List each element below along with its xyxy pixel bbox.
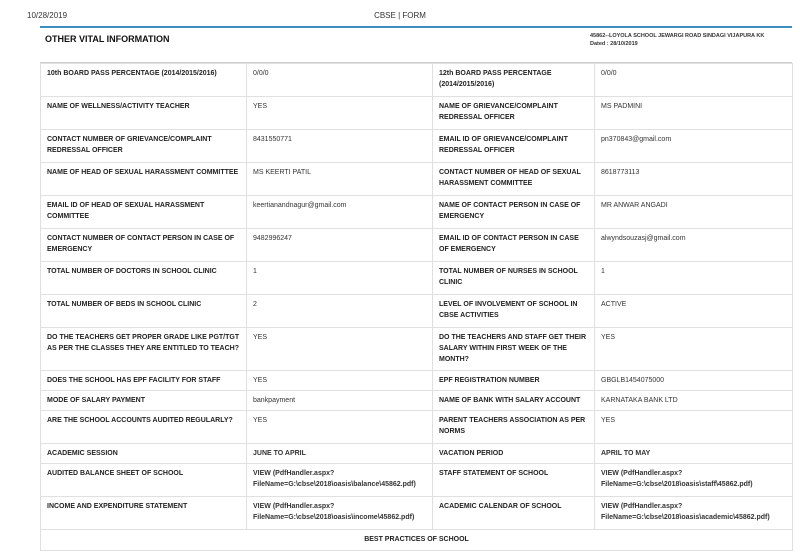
field-value: VIEW (PdfHandler.aspx?FileName=G:\cbse\2018\oasis\staff\45862.pdf)	[595, 464, 793, 497]
table-row	[41, 97, 793, 130]
field-value: VIEW (PdfHandler.aspx?FileName=G:\cbse\2018\oasis\balance\45862.pdf)	[247, 464, 433, 497]
field-value: YES	[247, 411, 433, 444]
table-row	[41, 444, 793, 464]
field-value: KARNATAKA BANK LTD	[595, 391, 793, 411]
school-info	[590, 32, 790, 48]
field-value: 1	[595, 262, 793, 295]
field-label: EMAIL ID OF CONTACT PERSON IN CASE OF EMERGENCY	[433, 229, 595, 262]
field-label: TOTAL NUMBER OF DOCTORS IN SCHOOL CLINIC	[41, 262, 247, 295]
field-label: 12th BOARD PASS PERCENTAGE (2014/2015/2016)	[433, 64, 595, 97]
field-value: alwyndsouzasj@gmail.com	[595, 229, 793, 262]
section-header	[40, 28, 792, 63]
field-value: YES	[247, 371, 433, 391]
field-value: YES	[595, 411, 793, 444]
print-date: 10/28/2019	[27, 11, 68, 20]
field-value: keertianandnagur@gmail.com	[247, 196, 433, 229]
field-value: GBGLB1454075000	[595, 371, 793, 391]
field-label: EMAIL ID OF GRIEVANCE/COMPLAINT REDRESSAL OFFICER	[433, 130, 595, 163]
field-value: MR ANWAR ANGADI	[595, 196, 793, 229]
field-label: MODE OF SALARY PAYMENT	[41, 391, 247, 411]
field-value: 1	[247, 262, 433, 295]
field-label: NAME OF HEAD OF SEXUAL HARASSMENT COMMITTEE	[41, 163, 247, 196]
field-label: INCOME AND EXPENDITURE STATEMENT	[41, 497, 247, 530]
form-sheet	[40, 26, 792, 551]
best-practices-heading: BEST PRACTICES OF SCHOOL	[41, 530, 793, 551]
field-label: NAME OF BANK WITH SALARY ACCOUNT	[433, 391, 595, 411]
field-label: ARE THE SCHOOL ACCOUNTS AUDITED REGULARLY?	[41, 411, 247, 444]
school-name-line: 45862--LOYOLA SCHOOL JEWARGI ROAD SINDAGI VIJAPURA KK	[590, 33, 765, 39]
field-label: AUDITED BALANCE SHEET OF SCHOOL	[41, 464, 247, 497]
table-row	[41, 163, 793, 196]
print-title: CBSE | FORM	[374, 11, 426, 20]
table-row	[41, 371, 793, 391]
table-row	[41, 464, 793, 497]
field-value: 8618773113	[595, 163, 793, 196]
table-row	[41, 411, 793, 444]
section-title: OTHER VITAL INFORMATION	[45, 34, 170, 44]
vital-info-table	[40, 63, 793, 551]
field-label: LEVEL OF INVOLVEMENT OF SCHOOL IN CBSE ACTIVITIES	[433, 295, 595, 328]
table-row	[41, 196, 793, 229]
field-label: DOES THE SCHOOL HAS EPF FACILITY FOR STAFF	[41, 371, 247, 391]
field-value: VIEW (PdfHandler.aspx?FileName=G:\cbse\2018\oasis\income\45862.pdf)	[247, 497, 433, 530]
field-label: CONTACT NUMBER OF CONTACT PERSON IN CASE OF EMERGENCY	[41, 229, 247, 262]
table-row	[41, 328, 793, 371]
field-label: 10th BOARD PASS PERCENTAGE (2014/2015/2016)	[41, 64, 247, 97]
field-label: EMAIL ID OF HEAD OF SEXUAL HARASSMENT COMMITTEE	[41, 196, 247, 229]
table-row	[41, 295, 793, 328]
table-row	[41, 497, 793, 530]
field-value: MS KEERTI PATIL	[247, 163, 433, 196]
field-label: EPF REGISTRATION NUMBER	[433, 371, 595, 391]
field-label: TOTAL NUMBER OF BEDS IN SCHOOL CLINIC	[41, 295, 247, 328]
field-label: TOTAL NUMBER OF NURSES IN SCHOOL CLINIC	[433, 262, 595, 295]
field-label: NAME OF CONTACT PERSON IN CASE OF EMERGENCY	[433, 196, 595, 229]
field-label: DO THE TEACHERS GET PROPER GRADE LIKE PGT/TGT AS PER THE CLASSES THEY ARE ENTITLED TO TEACH?	[41, 328, 247, 371]
table-row	[41, 64, 793, 97]
field-label: CONTACT NUMBER OF HEAD OF SEXUAL HARASSMENT COMMITTEE	[433, 163, 595, 196]
field-label: VACATION PERIOD	[433, 444, 595, 464]
field-value: YES	[247, 328, 433, 371]
field-value: 8431550771	[247, 130, 433, 163]
field-label: NAME OF GRIEVANCE/COMPLAINT REDRESSAL OFFICER	[433, 97, 595, 130]
field-label: DO THE TEACHERS AND STAFF GET THEIR SALARY WITHIN FIRST WEEK OF THE MONTH?	[433, 328, 595, 371]
field-value: JUNE TO APRIL	[247, 444, 433, 464]
table-row	[41, 130, 793, 163]
field-value: MS PADMINI	[595, 97, 793, 130]
field-value: 2	[247, 295, 433, 328]
field-label: CONTACT NUMBER OF GRIEVANCE/COMPLAINT REDRESSAL OFFICER	[41, 130, 247, 163]
field-value: bankpayment	[247, 391, 433, 411]
dated-line: Dated : 28/10/2019	[590, 41, 638, 47]
field-value: 0/0/0	[595, 64, 793, 97]
field-value: YES	[595, 328, 793, 371]
table-row	[41, 229, 793, 262]
field-value: YES	[247, 97, 433, 130]
best-practices-row	[41, 530, 793, 551]
field-label: ACADEMIC SESSION	[41, 444, 247, 464]
field-label: STAFF STATEMENT OF SCHOOL	[433, 464, 595, 497]
field-label: PARENT TEACHERS ASSOCIATION AS PER NORMS	[433, 411, 595, 444]
print-header	[0, 0, 800, 22]
field-value: APRIL TO MAY	[595, 444, 793, 464]
field-value: 9482996247	[247, 229, 433, 262]
table-row	[41, 262, 793, 295]
field-value: pn370843@gmail.com	[595, 130, 793, 163]
field-label: ACADEMIC CALENDAR OF SCHOOL	[433, 497, 595, 530]
field-value: 0/0/0	[247, 64, 433, 97]
table-row	[41, 391, 793, 411]
field-value: VIEW (PdfHandler.aspx?FileName=G:\cbse\2018\oasis\academic\45862.pdf)	[595, 497, 793, 530]
field-value: ACTIVE	[595, 295, 793, 328]
field-label: NAME OF WELLNESS/ACTIVITY TEACHER	[41, 97, 247, 130]
